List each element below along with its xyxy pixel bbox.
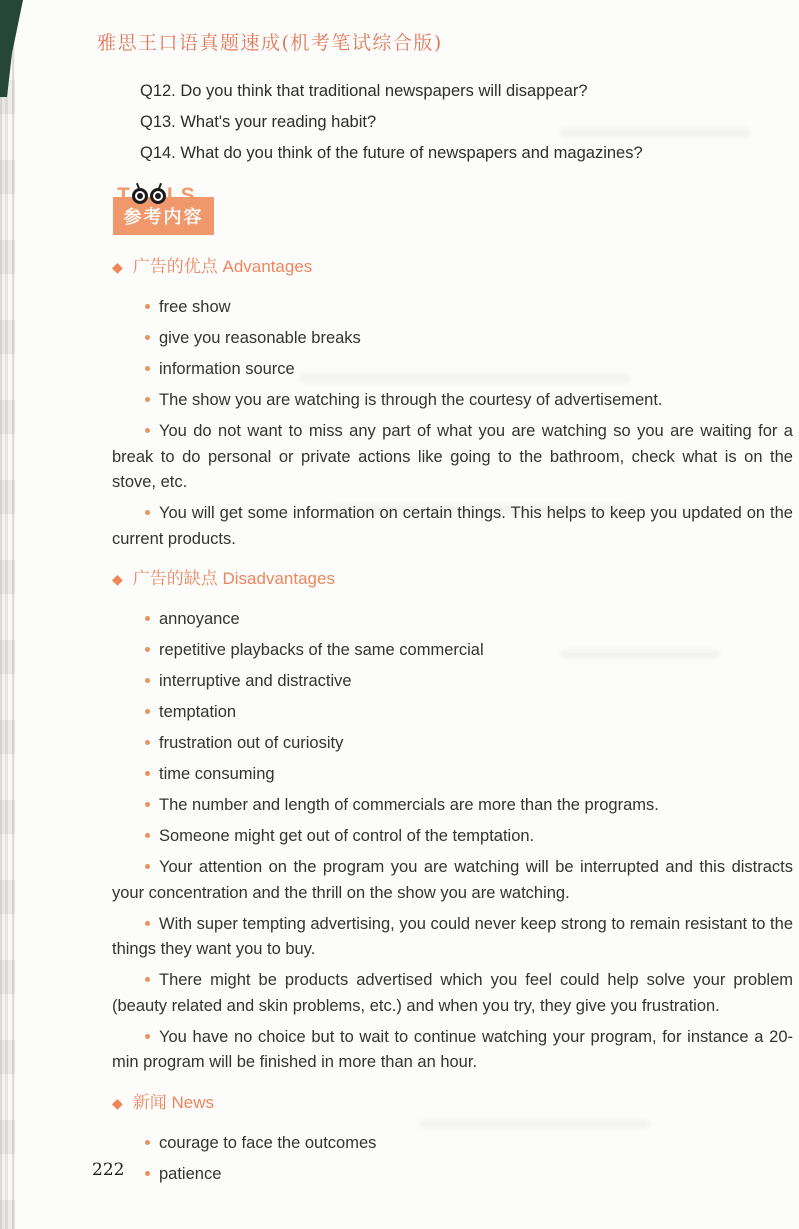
- bullet-dot-icon: [145, 616, 150, 621]
- bullet-item: frustration out of curiosity: [112, 731, 793, 757]
- bullet-dot-icon: [145, 1140, 150, 1145]
- bullet-item: annoyance: [112, 607, 793, 633]
- bullet-item: free show: [112, 295, 793, 321]
- topic-section-title: [112, 256, 793, 278]
- reference-content-sections: [112, 256, 793, 1193]
- scan-edge-strip: [0, 0, 15, 1229]
- bullet-item: repetitive playbacks of the same commercial: [112, 638, 793, 664]
- bullet-item: time consuming: [112, 762, 793, 788]
- bullet-item: interruptive and distractive: [112, 669, 793, 695]
- topic-section-title: [112, 568, 793, 590]
- page-number: 222: [92, 1160, 125, 1180]
- bullet-item: patience: [112, 1162, 793, 1188]
- owl-eye-icon: [132, 188, 148, 204]
- bullet-dot-icon: [145, 678, 150, 683]
- question-line: Q13. What's your reading habit?: [140, 113, 377, 131]
- topic-section-title-text: 广告的优点 Advantages: [132, 257, 313, 276]
- tools-logo-letters-ls: LS: [166, 184, 196, 207]
- bullet-item: temptation: [112, 700, 793, 726]
- bullet-item: You do not want to miss any part of what you are watching so you are waiting for a break to do personal or private actions like going to the bathroom, check what is on the stove, etc.: [112, 422, 793, 491]
- bullet-item: You have no choice but to wait to continue watching your program, for instance a 20-min program will be finished in more than an hour.: [112, 1027, 793, 1071]
- bullet-item: give you reasonable breaks: [112, 326, 793, 352]
- topic-section: [112, 256, 793, 552]
- bullet-dot-icon: [145, 740, 150, 745]
- bullet-dot-icon: [145, 304, 150, 309]
- bullet-dot-icon: [145, 709, 150, 714]
- questions-list: [140, 82, 770, 175]
- bullet-item: The show you are watching is through the courtesy of advertisement.: [112, 388, 793, 414]
- reference-content-label: 参考内容: [123, 207, 204, 227]
- topic-section: [112, 568, 793, 1076]
- bullet-dot-icon: [145, 397, 150, 402]
- bullet-dot-icon: [145, 864, 150, 869]
- bullet-item: You will get some information on certain things. This helps to keep you updated on the current products.: [112, 504, 793, 548]
- diamond-icon: ◆: [112, 259, 123, 275]
- bullet-item: There might be products advertised which you feel could help solve your problem (beauty related and skin problems, etc.) and when you try, they give you frustration.: [112, 971, 793, 1015]
- bullet-dot-icon: [145, 1171, 150, 1176]
- bullet-dot-icon: [145, 647, 150, 652]
- bullet-dot-icon: [145, 510, 150, 515]
- bullet-item: information source: [112, 357, 793, 383]
- question-line: Q12. Do you think that traditional newspapers will disappear?: [140, 82, 588, 100]
- question-line: Q14. What do you think of the future of newspapers and magazines?: [140, 144, 643, 162]
- bullet-item: The number and length of commercials are more than the programs.: [112, 793, 793, 819]
- bullet-item: With super tempting advertising, you could never keep strong to remain resistant to the things they want you to buy.: [112, 914, 793, 958]
- bullet-dot-icon: [145, 802, 150, 807]
- tools-logo-letter-t: T: [117, 184, 131, 207]
- diamond-icon: ◆: [112, 1094, 123, 1111]
- topic-section-title: [112, 1092, 793, 1114]
- bullet-dot-icon: [145, 335, 150, 340]
- bullet-dot-icon: [145, 977, 150, 982]
- bullet-item: courage to face the outcomes: [112, 1131, 793, 1157]
- bullet-dot-icon: [145, 833, 150, 838]
- bullet-dot-icon: [145, 1034, 150, 1039]
- owl-eye-icon: [150, 188, 166, 204]
- bullet-dot-icon: [145, 921, 150, 926]
- bullet-item: Someone might get out of control of the temptation.: [112, 824, 793, 850]
- bullet-dot-icon: [145, 771, 150, 776]
- diamond-icon: ◆: [112, 571, 123, 587]
- topic-section-title-text: 广告的缺点 Disadvantages: [132, 569, 335, 588]
- topic-section: [112, 1092, 793, 1188]
- bullet-dot-icon: [145, 428, 150, 433]
- bullet-item: Your attention on the program you are watching will be interrupted and this distracts your concentration and the thrill on the show you are watching.: [112, 858, 793, 902]
- book-header-title: 雅思王口语真题速成(机考笔试综合版): [97, 32, 443, 54]
- tools-logo: [117, 184, 196, 208]
- bullet-dot-icon: [145, 366, 150, 371]
- topic-section-title-text: 新闻 News: [132, 1092, 215, 1112]
